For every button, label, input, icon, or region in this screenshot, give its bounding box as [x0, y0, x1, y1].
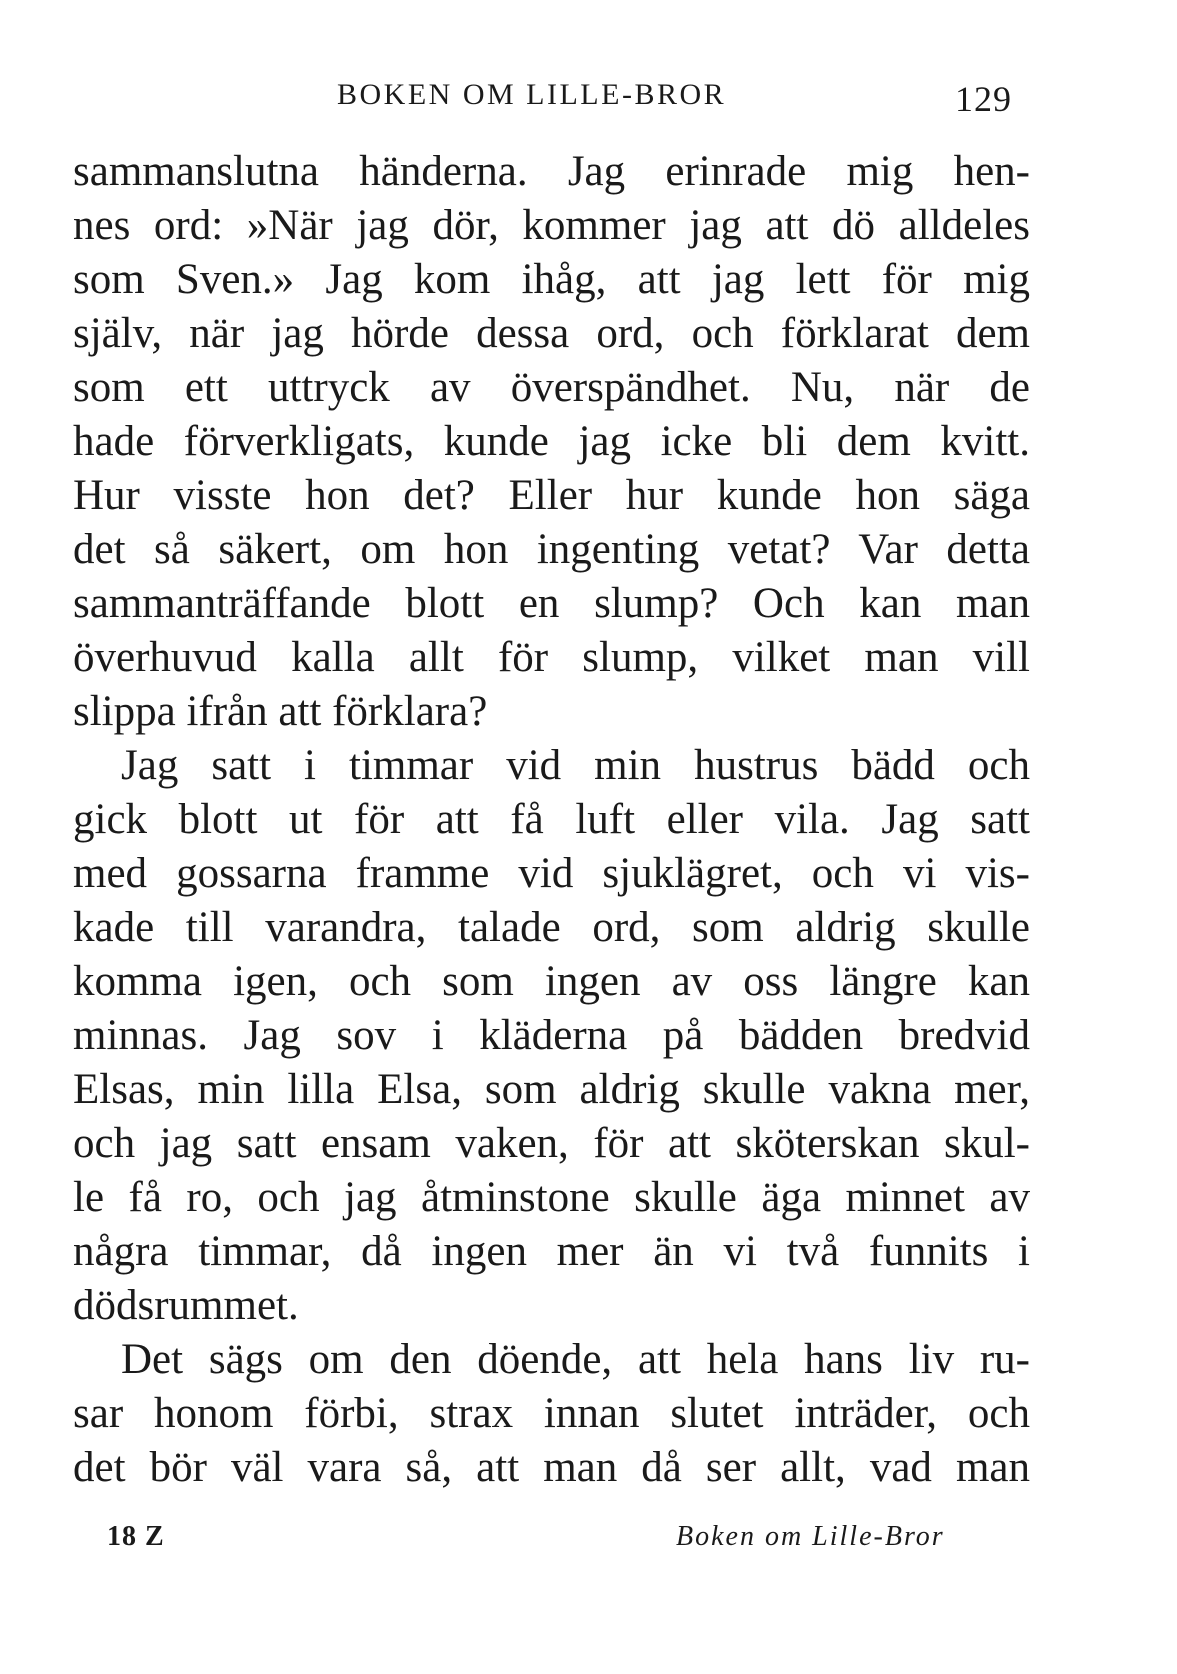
page-footer	[0, 1521, 1177, 1561]
text-line: kade till varandra, talade ord, som aldrig skulle	[73, 904, 1030, 951]
text-line: som Sven.» Jag kom ihåg, att jag lett för mig	[73, 256, 1030, 303]
text-line: överhuvud kalla allt för slump, vilket man vill	[73, 634, 1030, 681]
text-line: Hur visste hon det? Eller hur kunde hon säga	[73, 472, 1030, 519]
text-line: minnas. Jag sov i kläderna på bädden bredvid	[73, 1012, 1030, 1059]
text-line: Det sägs om den döende, att hela hans liv ru-	[121, 1336, 1030, 1383]
signature-mark: 18 Z	[107, 1521, 165, 1552]
running-head	[0, 78, 1177, 118]
text-line: Elsas, min lilla Elsa, som aldrig skulle vakna mer,	[73, 1066, 1030, 1113]
text-line: det så säkert, om hon ingenting vetat? Var detta	[73, 526, 1030, 573]
paragraph	[73, 145, 1030, 739]
text-line: dödsrummet.	[73, 1282, 299, 1329]
text-line: Jag satt i timmar vid min hustrus bädd och	[121, 742, 1030, 789]
text-line: sammanslutna händerna. Jag erinrade mig hen-	[73, 148, 1030, 195]
text-line: själv, när jag hörde dessa ord, och förklarat dem	[73, 310, 1030, 357]
text-line: komma igen, och som ingen av oss längre kan	[73, 958, 1030, 1005]
text-line: gick blott ut för att få luft eller vila. Jag satt	[73, 796, 1030, 843]
paragraph	[73, 739, 1030, 1333]
text-line: hade förverkligats, kunde jag icke bli dem kvitt.	[73, 418, 1030, 465]
text-line: le få ro, och jag åtminstone skulle äga minnet av	[73, 1174, 1030, 1221]
running-title: BOKEN OM LILLE-BROR	[337, 78, 727, 111]
text-line: sar honom förbi, strax innan slutet inträder, och	[73, 1390, 1030, 1437]
text-line: slippa ifrån att förklara?	[73, 688, 488, 735]
text-line: några timmar, då ingen mer än vi två funnits i	[73, 1228, 1030, 1275]
body-text	[73, 145, 1030, 1495]
footer-book-title: Boken om Lille-Bror	[676, 1521, 945, 1552]
text-line: med gossarna framme vid sjuklägret, och vi vis-	[73, 850, 1030, 897]
text-line: det bör väl vara så, att man då ser allt, vad man	[73, 1444, 1030, 1491]
text-line: sammanträffande blott en slump? Och kan man	[73, 580, 1030, 627]
page-number: 129	[955, 79, 1012, 119]
text-line: nes ord: »När jag dör, kommer jag att dö alldeles	[73, 202, 1030, 249]
paragraph	[73, 1333, 1030, 1495]
text-line: som ett uttryck av överspändhet. Nu, när de	[73, 364, 1030, 411]
text-line: och jag satt ensam vaken, för att sköterskan skul-	[73, 1120, 1030, 1167]
